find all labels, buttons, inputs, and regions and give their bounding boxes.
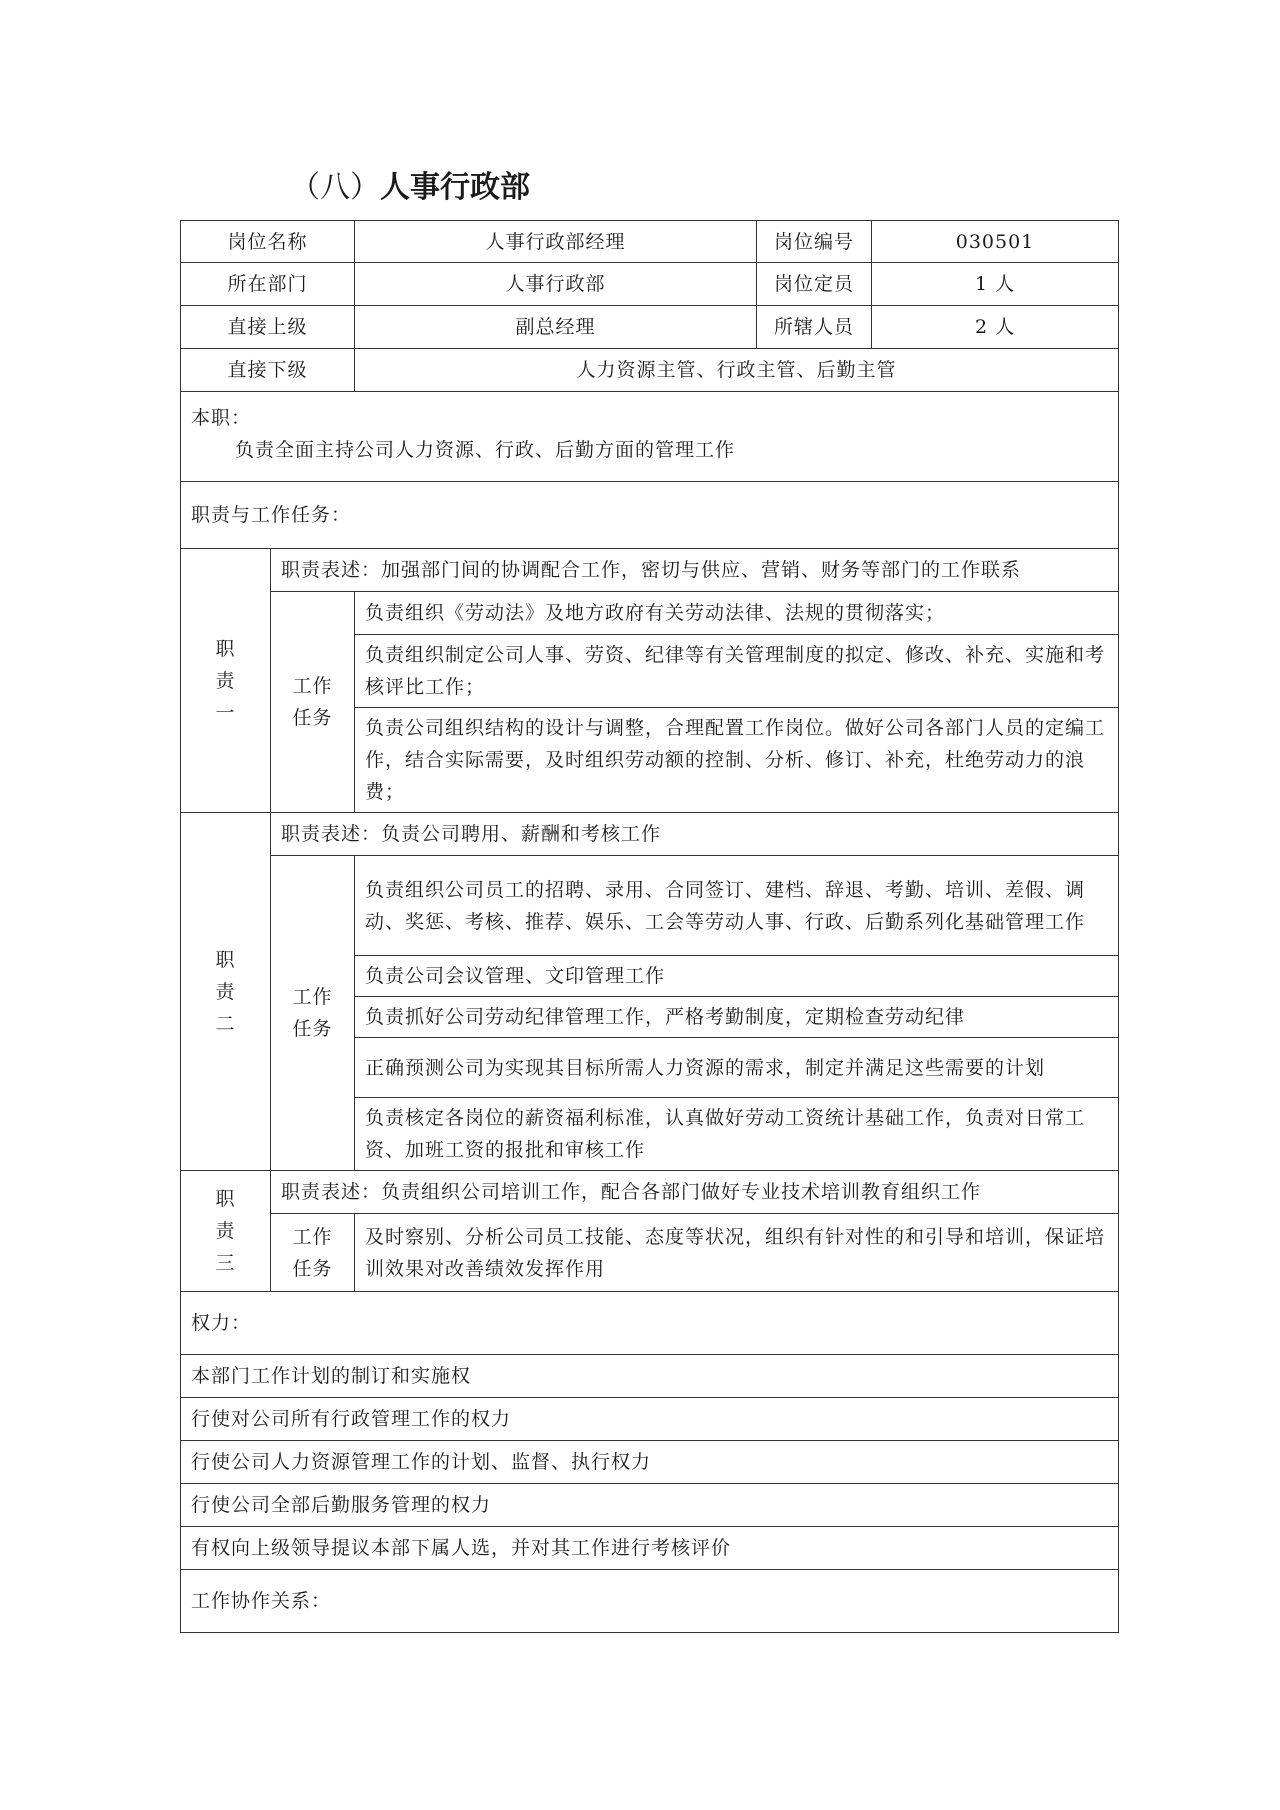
power-row	[181, 1527, 1119, 1570]
subordinates-count-label: 所辖人员	[757, 306, 872, 349]
duty-3-task-label: 工作 任务	[271, 1214, 355, 1292]
duty-3-statement: 职责表述：负责组织公司培训工作，配合各部门做好专业技术培训教育组织工作	[271, 1171, 1119, 1214]
duty-3-statement-row	[181, 1171, 1119, 1214]
page-title	[290, 168, 530, 208]
power-item-2: 行使对公司所有行政管理工作的权力	[181, 1398, 1119, 1441]
duty-1-task-3: 负责公司组织结构的设计与调整，合理配置工作岗位。做好公司各部门人员的定编工作，结合实际需要，及时组织劳动额的控制、分析、修订、补充，杜绝劳动力的浪费；	[355, 708, 1119, 813]
duty-1-task-2: 负责组织制定公司人事、劳资、纪律等有关管理制度的拟定、修改、补充、实施和考核评比工作；	[355, 635, 1119, 708]
row-subordinates	[181, 349, 1119, 392]
department-value: 人事行政部	[355, 263, 757, 306]
duty-1-statement: 职责表述：加强部门间的协调配合工作，密切与供应、营销、财务等部门的工作联系	[271, 549, 1119, 592]
duty-2-task-4: 正确预测公司为实现其目标所需人力资源的需求，制定并满足这些需要的计划	[355, 1038, 1119, 1098]
duty-1-task-row	[181, 592, 1119, 635]
main-duty-text: 负责全面主持公司人力资源、行政、后勤方面的管理工作	[235, 439, 736, 461]
position-no-value: 030501	[872, 221, 1119, 263]
duty-2-statement-row	[181, 813, 1119, 856]
subordinates-count-value: 2 人	[872, 306, 1119, 349]
row-main-duty	[181, 392, 1119, 482]
duty-2-task-row	[181, 856, 1119, 956]
duty-3-label: 职 责 三	[181, 1171, 271, 1292]
power-item-1: 本部门工作计划的制订和实施权	[181, 1355, 1119, 1398]
power-item-5: 有权向上级领导提议本部下属人选，并对其工作进行考核评价	[181, 1527, 1119, 1570]
main-duty-label: 本职：	[191, 407, 252, 429]
row-position-name	[181, 221, 1119, 263]
responsibilities-label: 职责与工作任务：	[181, 482, 1119, 549]
row-powers-label	[181, 1292, 1119, 1355]
duty-3-task-row	[181, 1214, 1119, 1292]
cooperation-label: 工作协作关系：	[181, 1570, 1119, 1633]
page-title-prefix: （八）	[290, 170, 380, 205]
position-no-label: 岗位编号	[757, 221, 872, 263]
position-name-value: 人事行政部经理	[355, 221, 757, 263]
power-item-4: 行使公司全部后勤服务管理的权力	[181, 1484, 1119, 1527]
main-duty-cell	[181, 392, 1119, 482]
power-item-3: 行使公司人力资源管理工作的计划、监督、执行权力	[181, 1441, 1119, 1484]
duty-2-task-1: 负责组织公司员工的招聘、录用、合同签订、建档、辞退、考勤、培训、差假、调动、奖惩、考核、推荐、娱乐、工会等劳动人事、行政、后勤系列化基础管理工作	[355, 856, 1119, 956]
row-superior	[181, 306, 1119, 349]
row-department	[181, 263, 1119, 306]
superior-value: 副总经理	[355, 306, 757, 349]
duty-1-statement-row	[181, 549, 1119, 592]
power-row	[181, 1484, 1119, 1527]
duty-3-task-1: 及时察别、分析公司员工技能、态度等状况，组织有针对性的和引导和培训，保证培训效果对改善绩效发挥作用	[355, 1214, 1119, 1292]
job-description-table	[180, 220, 1119, 1633]
duty-2-statement: 职责表述：负责公司聘用、薪酬和考核工作	[271, 813, 1119, 856]
duty-1-task-label: 工作 任务	[271, 592, 355, 813]
row-responsibilities-label	[181, 482, 1119, 549]
subordinates-label: 直接下级	[181, 349, 355, 392]
position-name-label: 岗位名称	[181, 221, 355, 263]
duty-1-task-1: 负责组织《劳动法》及地方政府有关劳动法律、法规的贯彻落实；	[355, 592, 1119, 635]
powers-label: 权力：	[181, 1292, 1119, 1355]
power-row	[181, 1355, 1119, 1398]
duty-2-task-5: 负责核定各岗位的薪资福利标准，认真做好劳动工资统计基础工作，负责对日常工资、加班工资的报批和审核工作	[355, 1098, 1119, 1171]
duty-2-label: 职 责 二	[181, 813, 271, 1171]
power-row	[181, 1441, 1119, 1484]
row-cooperation-label	[181, 1570, 1119, 1633]
department-label: 所在部门	[181, 263, 355, 306]
subordinates-value: 人力资源主管、行政主管、后勤主管	[355, 349, 1119, 392]
superior-label: 直接上级	[181, 306, 355, 349]
duty-2-task-label: 工作 任务	[271, 856, 355, 1171]
power-row	[181, 1398, 1119, 1441]
duty-2-task-2: 负责公司会议管理、文印管理工作	[355, 956, 1119, 997]
headcount-value: 1 人	[872, 263, 1119, 306]
duty-2-task-3: 负责抓好公司劳动纪律管理工作，严格考勤制度，定期检查劳动纪律	[355, 997, 1119, 1038]
duty-1-label: 职 责 一	[181, 549, 271, 813]
headcount-label: 岗位定员	[757, 263, 872, 306]
page-title-main: 人事行政部	[380, 170, 530, 205]
